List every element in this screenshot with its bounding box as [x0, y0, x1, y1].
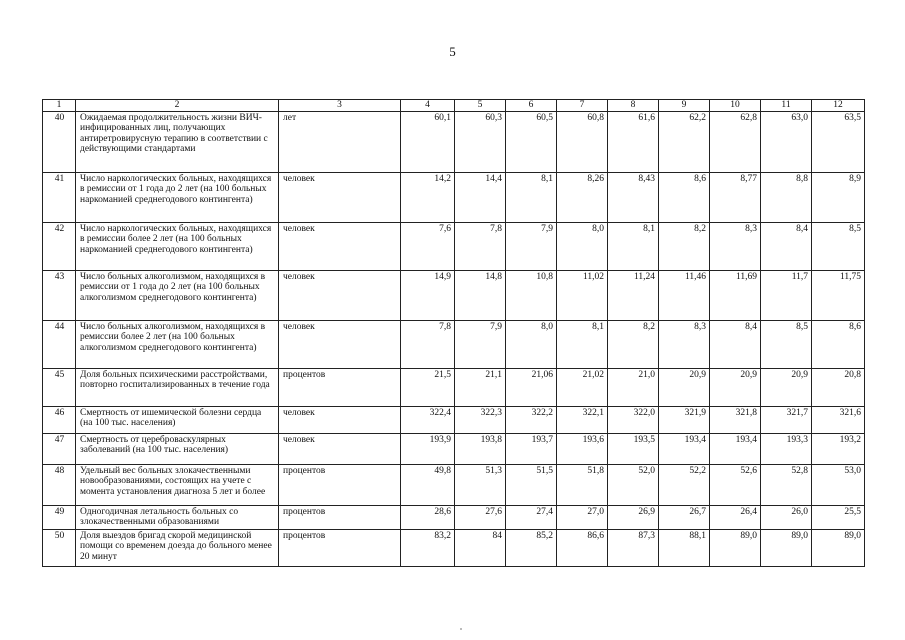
indicator-value: 89,0: [812, 529, 865, 566]
indicator-value: 321,8: [710, 406, 761, 433]
indicator-name: Число больных алкоголизмом, находящихся в ремиссии от 1 года до 2 лет (на 100 больных алкоголизмом среднегодового контингента): [76, 270, 279, 320]
indicator-value: 8,3: [710, 222, 761, 270]
indicator-value: 14,9: [401, 270, 455, 320]
indicator-name: Число наркологических больных, находящихся в ремиссии более 2 лет (на 100 больных наркоманией среднегодового контингента): [76, 222, 279, 270]
row-number: 48: [43, 464, 76, 505]
indicator-value: 26,9: [608, 505, 659, 529]
row-number: 46: [43, 406, 76, 433]
indicator-value: 27,0: [557, 505, 608, 529]
unit-of-measure: человек: [279, 406, 401, 433]
indicator-value: 8,4: [710, 320, 761, 368]
indicator-value: 52,8: [761, 464, 812, 505]
column-number-row: [43, 100, 865, 112]
row-number: 41: [43, 172, 76, 222]
column-number-cell: 5: [455, 100, 506, 112]
table-row: [43, 529, 865, 566]
row-number: 42: [43, 222, 76, 270]
row-number: 49: [43, 505, 76, 529]
indicator-value: 62,2: [659, 111, 710, 172]
indicator-name: Одногодичная летальность больных со злокачественными образованиями: [76, 505, 279, 529]
indicator-value: 21,5: [401, 368, 455, 406]
indicator-value: 322,2: [506, 406, 557, 433]
table-row: [43, 222, 865, 270]
indicator-value: 60,1: [401, 111, 455, 172]
indicator-value: 88,1: [659, 529, 710, 566]
unit-of-measure: человек: [279, 172, 401, 222]
indicator-value: 11,02: [557, 270, 608, 320]
indicator-value: 26,0: [761, 505, 812, 529]
unit-of-measure: процентов: [279, 505, 401, 529]
indicator-value: 321,6: [812, 406, 865, 433]
table-row: [43, 368, 865, 406]
column-number-cell: 10: [710, 100, 761, 112]
indicator-value: 8,26: [557, 172, 608, 222]
row-number: 44: [43, 320, 76, 368]
indicator-value: 7,9: [506, 222, 557, 270]
indicator-value: 20,9: [659, 368, 710, 406]
indicator-value: 7,8: [401, 320, 455, 368]
indicator-value: 193,6: [557, 433, 608, 464]
indicator-value: 26,7: [659, 505, 710, 529]
indicator-value: 49,8: [401, 464, 455, 505]
indicator-value: 83,2: [401, 529, 455, 566]
indicator-value: 52,0: [608, 464, 659, 505]
indicator-value: 193,2: [812, 433, 865, 464]
indicator-value: 8,9: [812, 172, 865, 222]
indicator-value: 14,2: [401, 172, 455, 222]
table-row: [43, 433, 865, 464]
indicator-value: 62,8: [710, 111, 761, 172]
indicator-value: 8,5: [761, 320, 812, 368]
indicator-value: 27,6: [455, 505, 506, 529]
indicator-value: 52,6: [710, 464, 761, 505]
indicator-value: 87,3: [608, 529, 659, 566]
indicator-value: 51,8: [557, 464, 608, 505]
row-number: 45: [43, 368, 76, 406]
indicator-value: 10,8: [506, 270, 557, 320]
indicator-value: 84: [455, 529, 506, 566]
indicator-value: 8,2: [608, 320, 659, 368]
indicator-value: 21,06: [506, 368, 557, 406]
unit-of-measure: человек: [279, 320, 401, 368]
column-number-cell: 11: [761, 100, 812, 112]
indicator-value: 193,7: [506, 433, 557, 464]
indicator-value: 8,0: [557, 222, 608, 270]
indicator-value: 21,0: [608, 368, 659, 406]
table-row: [43, 111, 865, 172]
indicator-value: 11,24: [608, 270, 659, 320]
indicator-value: 8,1: [506, 172, 557, 222]
indicator-value: 322,3: [455, 406, 506, 433]
indicator-name: Число больных алкоголизмом, находящихся в ремиссии более 2 лет (на 100 больных алкоголизмом среднегодового контингента): [76, 320, 279, 368]
indicator-name: Число наркологических больных, находящихся в ремиссии от 1 года до 2 лет (на 100 больных наркоманией среднегодового контингента): [76, 172, 279, 222]
column-number-cell: 1: [43, 100, 76, 112]
indicator-value: 8,8: [761, 172, 812, 222]
scan-speck: [460, 628, 462, 630]
indicator-value: 25,5: [812, 505, 865, 529]
indicator-value: 89,0: [710, 529, 761, 566]
indicator-value: 193,4: [710, 433, 761, 464]
indicator-value: 14,4: [455, 172, 506, 222]
column-number-cell: 12: [812, 100, 865, 112]
indicator-value: 51,5: [506, 464, 557, 505]
page-number: 5: [449, 44, 456, 59]
indicator-value: 21,1: [455, 368, 506, 406]
indicator-value: 11,75: [812, 270, 865, 320]
indicator-value: 26,4: [710, 505, 761, 529]
unit-of-measure: процентов: [279, 529, 401, 566]
indicator-value: 8,1: [557, 320, 608, 368]
indicator-name: Удельный вес больных злокачественными новообразованиями, состоящих на учете с момента установления диагноза 5 лет и более: [76, 464, 279, 505]
unit-of-measure: человек: [279, 222, 401, 270]
indicator-name: Смертность от цереброваскулярных заболеваний (на 100 тыс. населения): [76, 433, 279, 464]
indicator-value: 63,5: [812, 111, 865, 172]
indicator-value: 8,4: [761, 222, 812, 270]
unit-of-measure: человек: [279, 270, 401, 320]
indicator-value: 193,9: [401, 433, 455, 464]
column-number-cell: 7: [557, 100, 608, 112]
indicator-value: 20,8: [812, 368, 865, 406]
indicator-value: 11,69: [710, 270, 761, 320]
column-number-cell: 3: [279, 100, 401, 112]
indicator-value: 53,0: [812, 464, 865, 505]
indicator-name: Смертность от ишемической болезни сердца (на 100 тыс. населения): [76, 406, 279, 433]
row-number: 43: [43, 270, 76, 320]
indicator-value: 8,3: [659, 320, 710, 368]
indicator-value: 86,6: [557, 529, 608, 566]
indicator-value: 193,8: [455, 433, 506, 464]
row-number: 47: [43, 433, 76, 464]
unit-of-measure: лет: [279, 111, 401, 172]
indicator-value: 322,1: [557, 406, 608, 433]
column-number-cell: 8: [608, 100, 659, 112]
unit-of-measure: процентов: [279, 368, 401, 406]
indicators-table: [42, 99, 865, 567]
table-row: [43, 505, 865, 529]
indicator-value: 7,9: [455, 320, 506, 368]
row-number: 50: [43, 529, 76, 566]
table-row: [43, 320, 865, 368]
indicator-value: 89,0: [761, 529, 812, 566]
indicator-value: 193,5: [608, 433, 659, 464]
unit-of-measure: человек: [279, 433, 401, 464]
indicator-value: 61,6: [608, 111, 659, 172]
indicator-value: 8,1: [608, 222, 659, 270]
table-row: [43, 464, 865, 505]
indicator-name: Доля больных психическими расстройствами, повторно госпитализированных в течение года: [76, 368, 279, 406]
column-number-cell: 4: [401, 100, 455, 112]
table-row: [43, 270, 865, 320]
table-row: [43, 406, 865, 433]
indicator-value: 20,9: [761, 368, 812, 406]
indicator-value: 60,3: [455, 111, 506, 172]
indicator-value: 8,43: [608, 172, 659, 222]
indicator-value: 85,2: [506, 529, 557, 566]
indicator-value: 322,0: [608, 406, 659, 433]
indicator-value: 193,4: [659, 433, 710, 464]
indicator-value: 60,5: [506, 111, 557, 172]
indicator-name: Ожидаемая продолжительность жизни ВИЧ-инфицированных лиц, получающих антиретровирусную терапию в соответствии с действующими стандартами: [76, 111, 279, 172]
indicator-value: 321,7: [761, 406, 812, 433]
column-number-cell: 6: [506, 100, 557, 112]
indicator-value: 8,2: [659, 222, 710, 270]
indicator-value: 8,0: [506, 320, 557, 368]
unit-of-measure: процентов: [279, 464, 401, 505]
indicator-value: 21,02: [557, 368, 608, 406]
indicator-value: 11,46: [659, 270, 710, 320]
indicator-value: 8,6: [659, 172, 710, 222]
indicator-value: 8,77: [710, 172, 761, 222]
indicator-value: 52,2: [659, 464, 710, 505]
indicator-value: 27,4: [506, 505, 557, 529]
indicator-value: 28,6: [401, 505, 455, 529]
indicator-value: 322,4: [401, 406, 455, 433]
row-number: 40: [43, 111, 76, 172]
indicator-value: 51,3: [455, 464, 506, 505]
indicator-value: 7,6: [401, 222, 455, 270]
indicator-name: Доля выездов бригад скорой медицинской помощи со временем доезда до больного менее 20 минут: [76, 529, 279, 566]
indicator-value: 14,8: [455, 270, 506, 320]
indicator-value: 193,3: [761, 433, 812, 464]
column-number-cell: 2: [76, 100, 279, 112]
table-row: [43, 172, 865, 222]
column-number-cell: 9: [659, 100, 710, 112]
indicator-value: 63,0: [761, 111, 812, 172]
indicator-value: 20,9: [710, 368, 761, 406]
indicator-value: 8,5: [812, 222, 865, 270]
indicator-value: 11,7: [761, 270, 812, 320]
indicator-value: 321,9: [659, 406, 710, 433]
indicator-value: 7,8: [455, 222, 506, 270]
indicator-value: 60,8: [557, 111, 608, 172]
indicator-value: 8,6: [812, 320, 865, 368]
